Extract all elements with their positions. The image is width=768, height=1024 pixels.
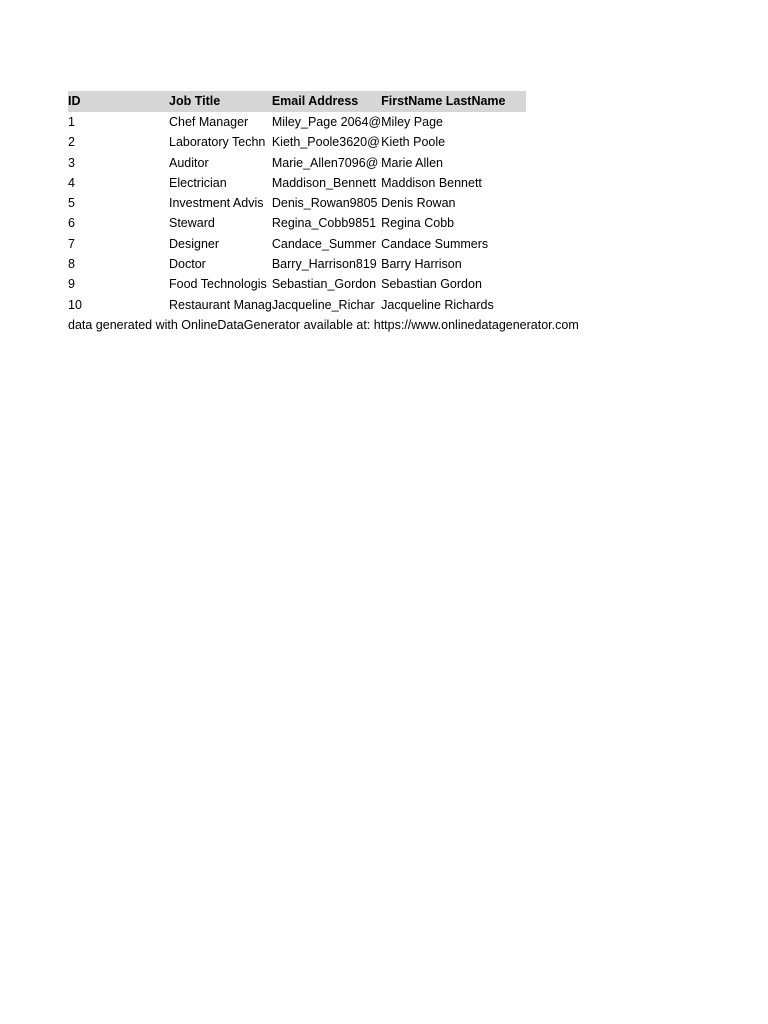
cell-name: Sebastian Gordon — [381, 277, 482, 292]
cell-name: Denis Rowan — [381, 196, 456, 211]
cell-email: Candace_Summer — [271, 236, 377, 251]
column-header-job-title: Job Title — [169, 94, 221, 108]
table-row — [68, 234, 526, 254]
cell-job-title: Auditor — [169, 155, 209, 170]
cell-email: Denis_Rowan9805 — [271, 196, 378, 211]
cell-email: Barry_Harrison819 — [271, 257, 377, 272]
cell-name: Maddison Bennett — [381, 175, 482, 190]
cell-job-title: Electrician — [169, 175, 227, 190]
table-row — [68, 193, 526, 213]
spreadsheet-page — [68, 91, 579, 335]
cell-id: 4 — [68, 175, 75, 190]
cell-job-title: Chef Manager — [169, 115, 249, 129]
cell-name: Marie Allen — [381, 155, 443, 170]
column-header-email: Email Address — [271, 94, 359, 108]
table-row — [68, 112, 526, 132]
cell-name: Kieth Poole — [381, 135, 446, 150]
cell-job-title: Designer — [169, 236, 220, 251]
cell-id: 3 — [68, 155, 75, 170]
cell-id: 6 — [68, 216, 75, 231]
table-row — [68, 295, 526, 315]
table-row — [68, 274, 526, 294]
cell-name: Candace Summers — [381, 236, 489, 251]
cell-id: 1 — [68, 115, 75, 129]
cell-name: Barry Harrison — [381, 257, 462, 272]
cell-id: 7 — [68, 236, 75, 251]
cell-email: Miley_Page 2064@ — [271, 115, 382, 129]
data-table — [68, 91, 526, 315]
cell-id: 9 — [68, 277, 75, 292]
cell-name: Jacqueline Richards — [381, 297, 494, 312]
table-row — [68, 213, 526, 233]
cell-name: Regina Cobb — [381, 216, 455, 231]
table-row — [68, 173, 526, 193]
cell-id: 10 — [68, 297, 82, 312]
cell-job-title: Steward — [169, 216, 215, 231]
table-row — [68, 254, 526, 274]
cell-email: Kieth_Poole3620@ — [271, 135, 380, 150]
cell-id: 2 — [68, 135, 75, 150]
cell-job-title: Doctor — [169, 257, 206, 272]
cell-email: Marie_Allen7096@ — [271, 155, 379, 170]
cell-email: Maddison_Bennett — [271, 175, 377, 190]
column-header-id: ID — [68, 94, 81, 108]
cell-job-title: Restaurant Manag — [169, 297, 272, 312]
cell-email: Regina_Cobb9851 — [271, 216, 377, 231]
cell-id: 5 — [68, 196, 75, 211]
cell-id: 8 — [68, 257, 75, 272]
cell-job-title: Food Technologis — [169, 277, 267, 292]
cell-name: Miley Page — [381, 115, 443, 129]
table-row — [68, 153, 526, 173]
cell-email: Jacqueline_Richar — [271, 297, 375, 312]
header-row — [68, 91, 526, 112]
cell-email: Sebastian_Gordon — [271, 277, 377, 292]
cell-job-title: Laboratory Techn — [169, 135, 266, 150]
table-row — [68, 132, 526, 152]
cell-job-title: Investment Advis — [169, 196, 264, 211]
source-note: data generated with OnlineDataGenerator available at: https://www.onlinedatagenerator.com — [68, 317, 579, 332]
column-header-name: FirstName LastName — [381, 94, 506, 108]
